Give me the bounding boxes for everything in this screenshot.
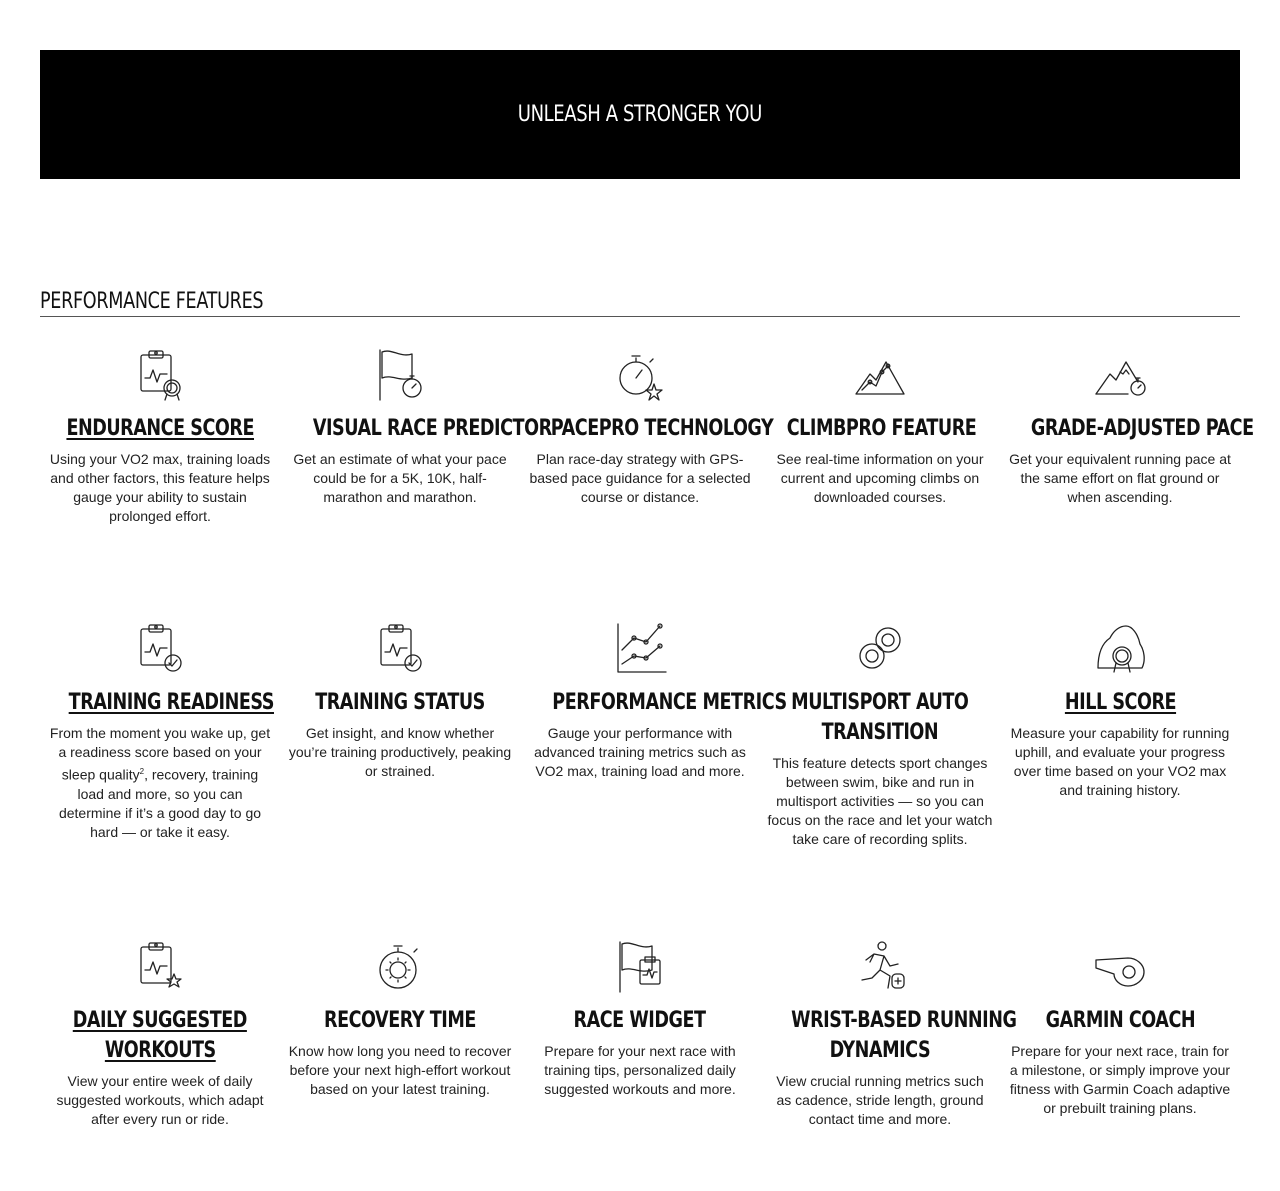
feature-title[interactable]: ENDURANCE SCORE	[66, 416, 255, 441]
feature-title: GRADE-ADJUSTED PACE	[1030, 416, 1254, 441]
flag-clipboard-icon	[612, 938, 668, 994]
feature-row	[40, 346, 1254, 526]
feature-title: TRAINING STATUS	[315, 690, 485, 715]
feature-description: See real-time information on your current and upcoming climbs on downloaded courses.	[776, 451, 984, 505]
feature-title: TRANSITION	[821, 720, 939, 745]
feature-title: PERFORMANCE METRICS	[552, 690, 787, 715]
feature-title: PACEPRO TECHNOLOGY	[550, 416, 774, 441]
feature-description: Gauge your performance with advanced training metrics such as VO2 max, training load and more.	[534, 725, 746, 779]
feature-description: Know how long you need to recover before your next high-effort workout based on your latest training.	[288, 1043, 512, 1097]
stopwatch-star-icon	[612, 346, 668, 402]
clipboard-star-icon	[132, 938, 188, 994]
feature-card[interactable]	[40, 620, 280, 849]
feature-title: RECOVERY TIME	[324, 1008, 476, 1033]
mountain-award-icon	[1092, 620, 1148, 676]
feature-title: GARMIN COACH	[1045, 1008, 1195, 1033]
banner-title: UNLEASH A STRONGER YOU	[517, 102, 763, 127]
line-chart-icon	[612, 620, 668, 676]
feature-card	[1000, 938, 1240, 1129]
feature-title: CLIMBPRO FEATURE	[786, 416, 977, 441]
feature-description: From the moment you wake up, get a readiness score based on your sleep quality$^2$, recovery, training load and more, so you can determine if it’s a good day to go hard — or take it easy.	[49, 725, 271, 840]
feature-title[interactable]: HILL SCORE	[1064, 690, 1176, 715]
feature-card	[760, 346, 1000, 526]
feature-row	[40, 620, 1240, 849]
feature-card	[1000, 346, 1254, 526]
feature-description: Using your VO2 max, training loads and other factors, this feature helps gauge your ability to sustain prolonged effort.	[49, 451, 271, 524]
feature-card	[520, 938, 760, 1129]
feature-title[interactable]: DAILY SUGGESTED	[72, 1008, 248, 1033]
feature-description: Prepare for your next race, train for a milestone, or simply improve your fitness with Garmin Coach adaptive or prebuilt training plans.	[1009, 1043, 1231, 1116]
feature-title[interactable]: TRAINING READINESS	[68, 690, 275, 715]
runner-watch-icon	[852, 938, 908, 994]
feature-title: VISUAL RACE PREDICTOR	[312, 416, 552, 441]
feature-description: Measure your capability for running uphill, and evaluate your progress over time based on your VO2 max and training history.	[1010, 725, 1230, 798]
feature-card	[280, 346, 552, 526]
feature-description: This feature detects sport changes between swim, bike and run in multisport activities — so you can focus on the race and let your watch take care of recording splits.	[767, 755, 993, 847]
feature-description: Get your equivalent running pace at the same effort on flat ground or when ascending.	[1009, 451, 1231, 505]
feature-card	[520, 346, 774, 526]
recovery-timer-icon	[372, 938, 428, 994]
feature-card	[760, 620, 1000, 849]
feature-description: Plan race-day strategy with GPS-based pace guidance for a selected course or distance.	[529, 451, 751, 505]
feature-row	[40, 938, 1240, 1129]
feature-card	[760, 938, 1017, 1129]
feature-card[interactable]	[40, 346, 280, 526]
feature-description: View crucial running metrics such as cadence, stride length, ground contact time and more.	[776, 1073, 984, 1127]
feature-card	[520, 620, 787, 849]
section-header	[40, 288, 1240, 317]
footnote-marker: 2	[139, 767, 145, 776]
mountain-stopwatch-icon	[1092, 346, 1148, 402]
clipboard-check-icon	[372, 620, 428, 676]
chain-links-icon	[852, 620, 908, 676]
feature-description: Prepare for your next race with training tips, personalized daily suggested workouts and more.	[544, 1043, 736, 1097]
feature-title: DYNAMICS	[829, 1038, 931, 1063]
clipboard-check-icon	[132, 620, 188, 676]
feature-description: View your entire week of daily suggested workouts, which adapt after every run or ride.	[56, 1073, 264, 1127]
feature-description: Get an estimate of what your pace could be for a 5K, 10K, half-marathon and marathon.	[293, 451, 507, 505]
feature-card[interactable]	[1000, 620, 1240, 849]
feature-title[interactable]: WORKOUTS	[104, 1038, 216, 1063]
hero-banner	[40, 50, 1240, 179]
clipboard-award-icon	[132, 346, 188, 402]
feature-card[interactable]	[40, 938, 280, 1129]
mountain-route-icon	[852, 346, 908, 402]
whistle-icon	[1092, 938, 1148, 994]
feature-description: Get insight, and know whether you’re training productively, peaking or strained.	[288, 725, 512, 779]
flag-stopwatch-icon	[372, 346, 428, 402]
feature-card	[280, 620, 520, 849]
feature-card	[280, 938, 520, 1129]
feature-title: MULTISPORT AUTO	[791, 690, 969, 715]
feature-title: RACE WIDGET	[573, 1008, 706, 1033]
feature-title: WRIST-BASED RUNNING	[791, 1008, 1017, 1033]
section-title: PERFORMANCE FEATURES	[40, 289, 264, 314]
